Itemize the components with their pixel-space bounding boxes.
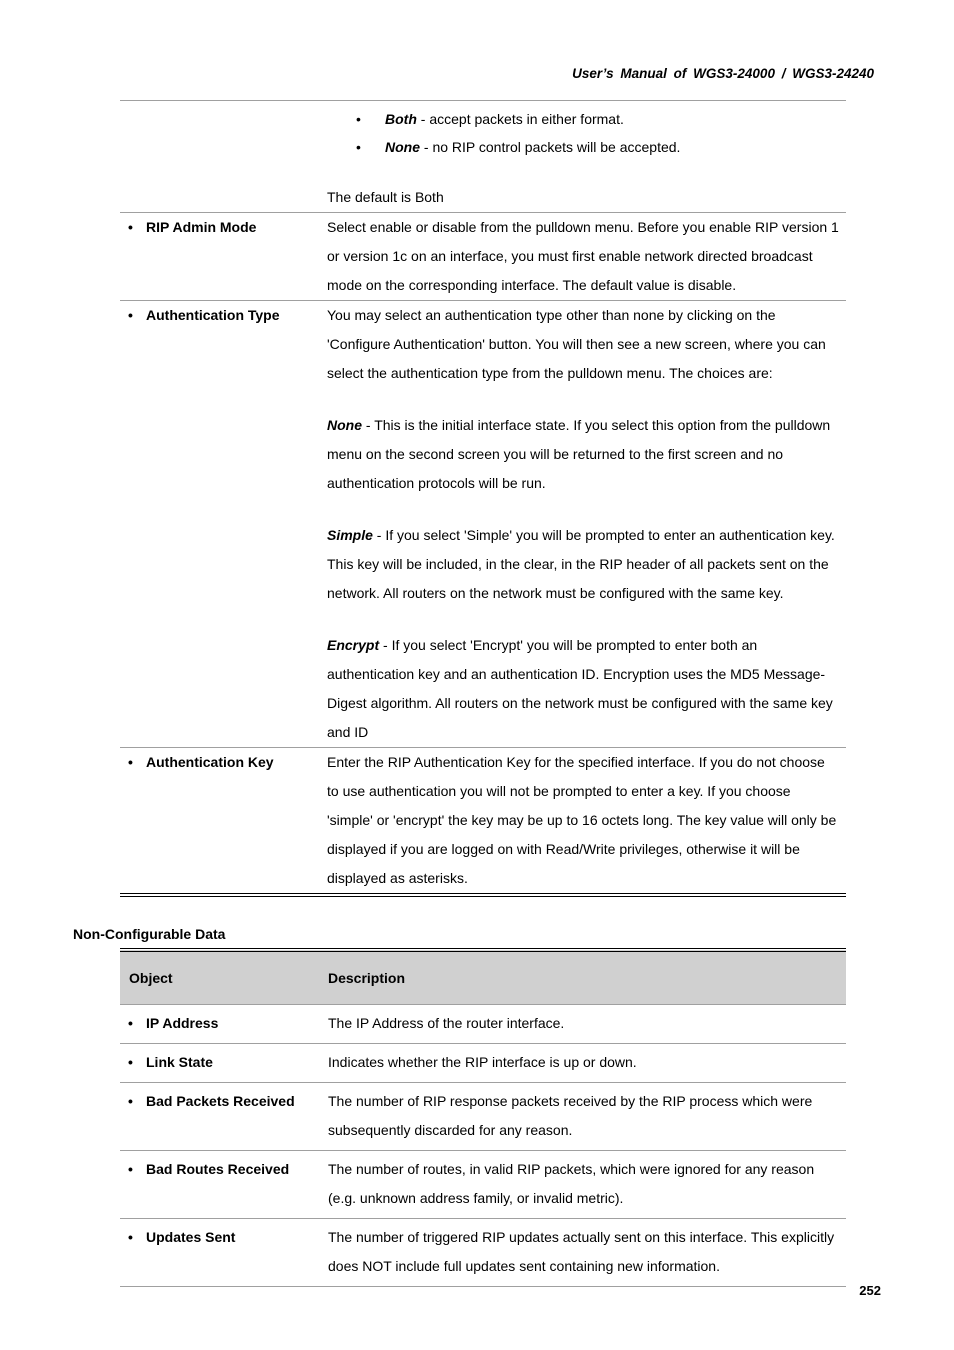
choice-term: Simple — [327, 527, 373, 543]
object-label: • IP Address — [128, 1009, 325, 1038]
auth-choice-encrypt — [327, 631, 840, 747]
object-label: • Authentication Key — [128, 748, 324, 777]
description-cell: Enter the RIP Authentication Key for the specified interface. If you do not choose to use authentication you will not be prompted to enter a key. If you choose 'simple' or 'encrypt' the key may be up to 16 octets long. The key value will only be displayed if you are logged on with Read/Write privileges, otherwise it will be displayed as asterisks. — [324, 748, 846, 896]
object-label: • Link State — [128, 1048, 325, 1077]
object-label: • Bad Routes Received — [128, 1155, 325, 1184]
object-label: • Updates Sent — [128, 1223, 325, 1252]
table-row — [120, 748, 846, 896]
object-label: • Bad Packets Received — [128, 1087, 325, 1116]
auth-choice-simple — [327, 521, 840, 608]
table-row — [120, 1219, 846, 1287]
table-row — [120, 213, 846, 301]
choice-text: - If you select 'Encrypt' you will be prompted to enter both an authentication key and an authentication ID. Encryption uses the MD5 Message-Digest algorithm. All routers on the network must be configured with the same key and ID — [327, 637, 833, 740]
table-row — [120, 1083, 846, 1151]
description-cell: The number of triggered RIP updates actually sent on this interface. This explicitly does NOT include full updates sent containing new information. — [325, 1219, 846, 1287]
object-cell — [120, 301, 324, 748]
format-options-list — [327, 101, 840, 161]
option-text: - accept packets in either format. — [416, 111, 624, 127]
object-label: • Authentication Type — [128, 301, 324, 330]
object-cell — [120, 748, 324, 896]
column-header-object: Object — [120, 950, 325, 1005]
continued-parameter-table — [120, 100, 846, 897]
choice-term: None — [327, 417, 362, 433]
list-item — [327, 105, 840, 133]
table-header-row — [120, 950, 846, 1005]
object-cell — [120, 101, 324, 213]
object-cell — [120, 1083, 325, 1151]
table-row — [120, 1044, 846, 1083]
non-configurable-data-table — [120, 948, 846, 1287]
description-cell: Select enable or disable from the pulldown menu. Before you enable RIP version 1 or version 1c on an interface, you must first enable network directed broadcast mode on the corresponding interface. The default value is disable. — [324, 213, 846, 301]
object-cell — [120, 1151, 325, 1219]
running-header: User’s Manual of WGS3-24000 / WGS3-24240 — [572, 66, 874, 81]
choice-text: - If you select 'Simple' you will be prompted to enter an authentication key. This key will be included, in the clear, in the RIP header of all packets sent on the network. All routers on the network must be configured with the same key. — [327, 527, 835, 601]
object-cell — [120, 213, 324, 301]
option-term: Both — [385, 111, 417, 127]
auth-choice-none — [327, 411, 840, 498]
table-row — [120, 301, 846, 748]
list-item — [327, 133, 840, 161]
table-row — [120, 1005, 846, 1044]
object-cell — [120, 1044, 325, 1083]
choice-text: - This is the initial interface state. If you select this option from the pulldown menu on the second screen you will be returned to the first screen and no authentication protocols will be run. — [327, 417, 831, 491]
table-row — [120, 101, 846, 213]
page-number: 252 — [859, 1283, 881, 1298]
object-cell — [120, 1005, 325, 1044]
option-text: - no RIP control packets will be accepted. — [420, 139, 681, 155]
column-header-description: Description — [325, 950, 846, 1005]
description-cell — [324, 301, 846, 748]
section-title: Non-Configurable Data — [73, 926, 226, 942]
description-cell: The number of RIP response packets received by the RIP process which were subsequently discarded for any reason. — [325, 1083, 846, 1151]
object-cell — [120, 1219, 325, 1287]
auth-type-intro: You may select an authentication type other than none by clicking on the 'Configure Authentication' button. You will then see a new screen, where you can select the authentication type from the pulldown menu. The choices are: — [327, 307, 826, 381]
choice-term: Encrypt — [327, 637, 380, 653]
description-cell: The IP Address of the router interface. — [325, 1005, 846, 1044]
description-cell: Indicates whether the RIP interface is up or down. — [325, 1044, 846, 1083]
default-text: The default is Both — [327, 189, 444, 205]
object-label: • RIP Admin Mode — [128, 213, 324, 242]
description-cell: The number of routes, in valid RIP packets, which were ignored for any reason (e.g. unknown address family, or invalid metric). — [325, 1151, 846, 1219]
table-row — [120, 1151, 846, 1219]
description-cell — [324, 101, 846, 213]
option-term: None — [385, 139, 420, 155]
